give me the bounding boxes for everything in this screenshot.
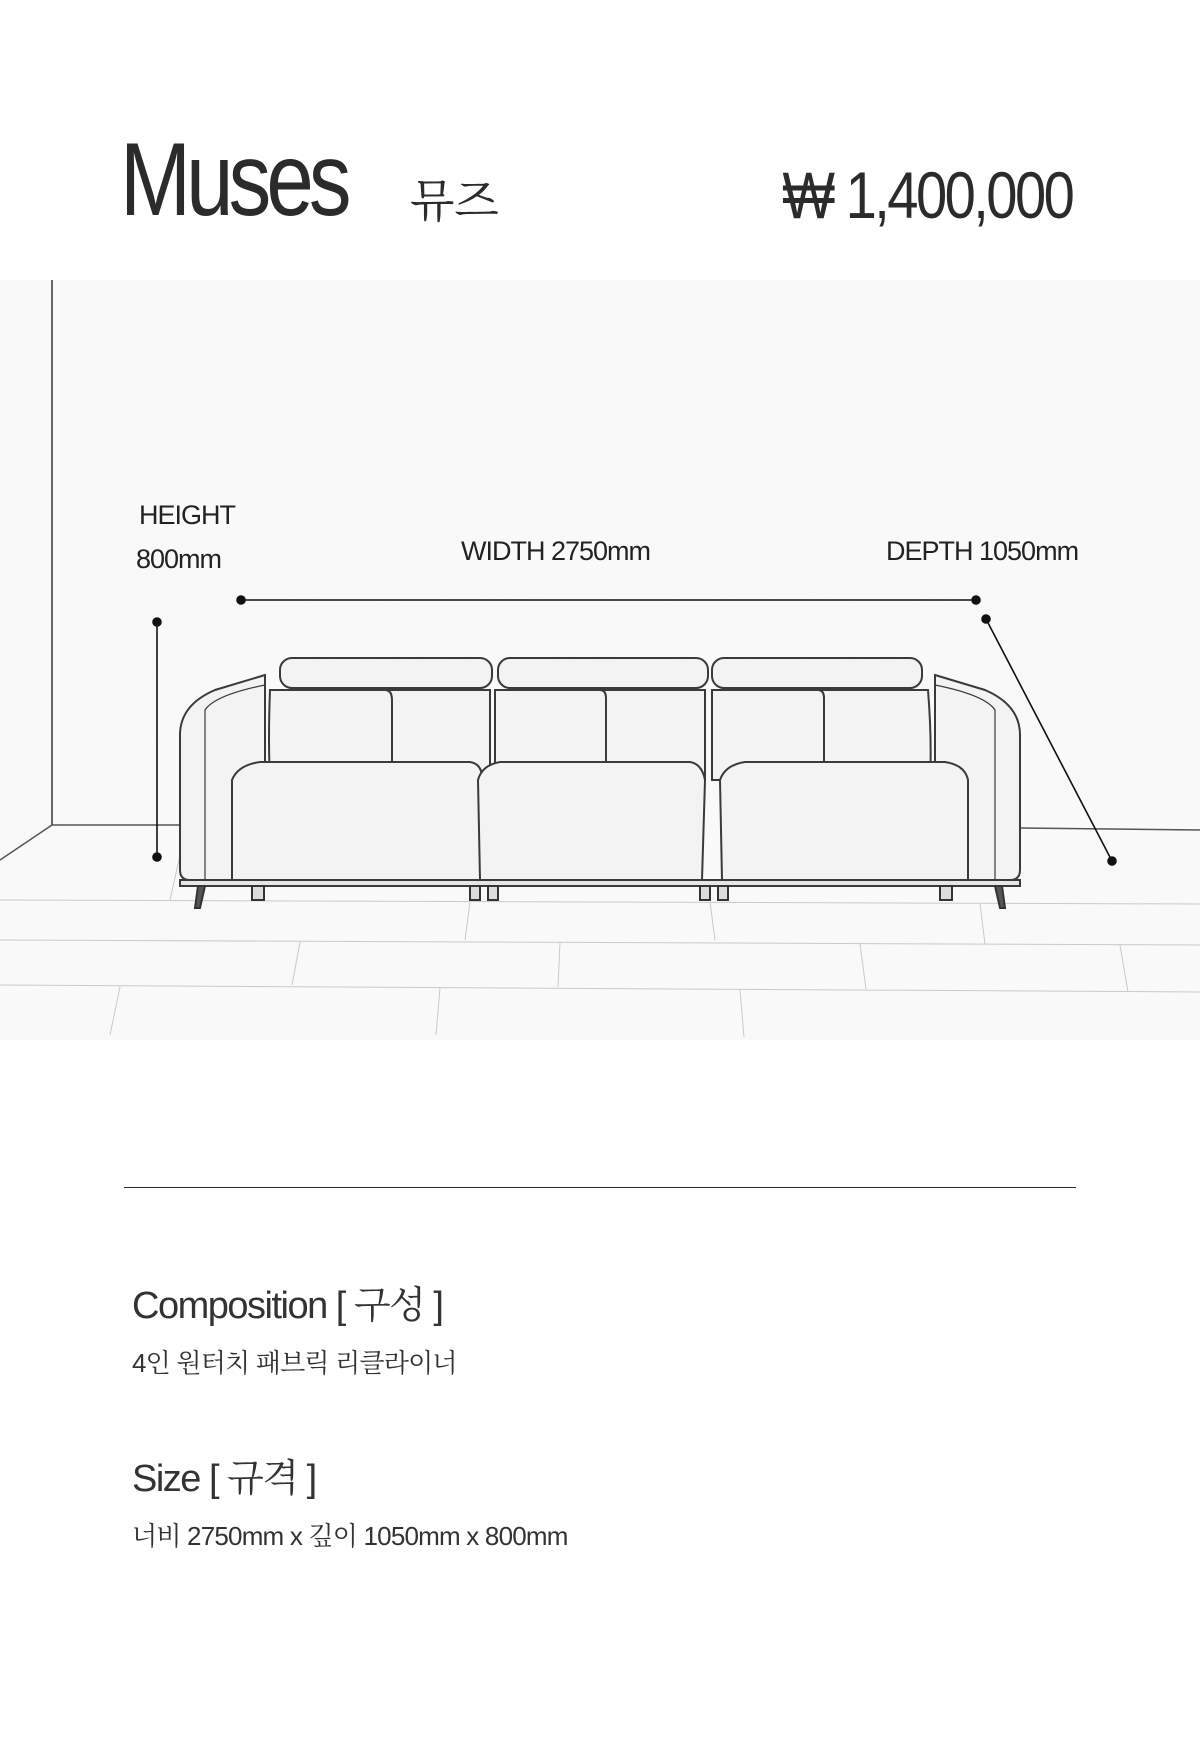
width-label: WIDTH 2750mm [461, 536, 651, 566]
product-price: ₩ 1,400,000 [781, 158, 1072, 232]
sofa-sketch-illustration [0, 280, 1200, 1060]
product-name-en: Muses [120, 122, 347, 238]
size-heading: Size [ 규격 ] [132, 1458, 316, 1500]
bottom-divider [124, 1187, 1076, 1188]
depth-label: DEPTH 1050mm [886, 536, 1079, 566]
height-label: HEIGHT [139, 500, 236, 530]
height-value: 800mm [136, 544, 222, 574]
composition-heading: Composition [ 구성 ] [132, 1285, 443, 1327]
size-text: 너비 2750mm x 깊이 1050mm x 800mm [132, 1521, 568, 1551]
product-name-ko: 뮤즈 [410, 175, 499, 227]
composition-text: 4인 원터치 패브릭 리클라이너 [132, 1348, 457, 1378]
